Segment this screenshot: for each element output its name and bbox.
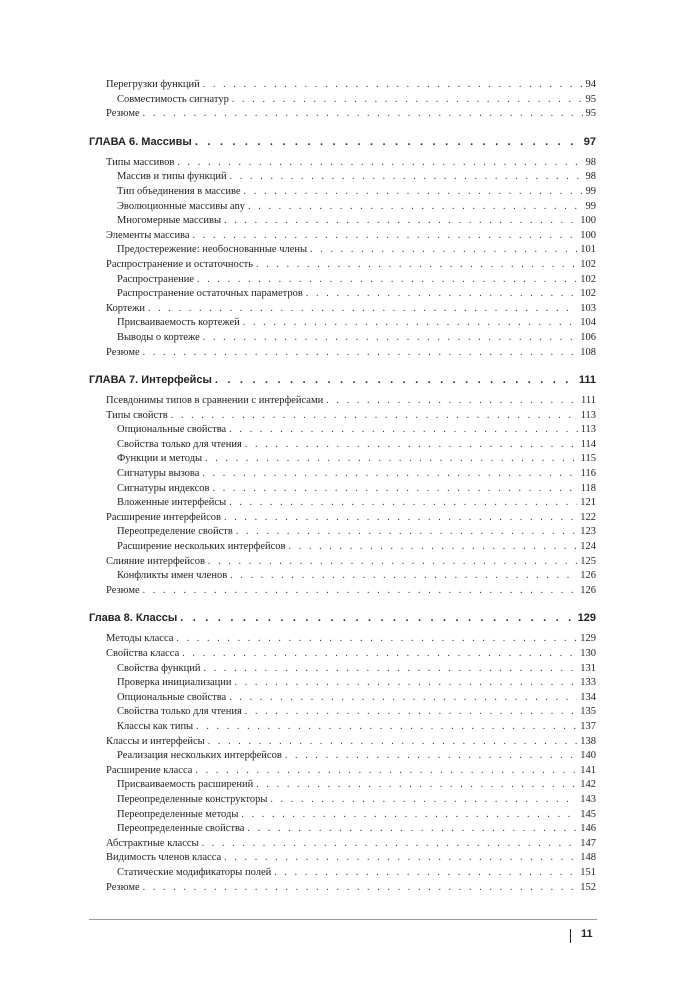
entry-page: 137 — [580, 720, 596, 732]
dot-leader — [208, 555, 577, 570]
table-of-contents — [89, 78, 596, 895]
toc-entry[interactable] — [106, 735, 596, 750]
chapter-page: 111 — [578, 374, 596, 387]
entry-title: Резюме — [106, 346, 140, 358]
toc-subentry[interactable] — [106, 778, 596, 793]
dot-leader — [143, 107, 583, 122]
toc-entry[interactable] — [106, 764, 596, 779]
entry-page: 102 — [580, 288, 596, 300]
entry-page: 118 — [580, 482, 596, 494]
entry-page: 134 — [580, 691, 596, 703]
dot-leader — [270, 793, 577, 808]
toc-subentry[interactable] — [106, 662, 596, 677]
dot-leader — [195, 135, 581, 150]
chapter-title: ГЛАВА 6. Массивы — [89, 135, 192, 148]
entry-page: 99 — [585, 200, 596, 212]
entry-title: Многомерные массивы — [117, 215, 222, 227]
entry-title: Опциональные свойства — [117, 424, 227, 436]
dot-leader — [182, 647, 577, 662]
toc-subentry[interactable] — [106, 720, 596, 735]
dot-leader — [205, 452, 578, 467]
entry-title: Присваиваемость кортежей — [117, 317, 240, 329]
entry-title: Распространение остаточных параметров — [117, 288, 303, 300]
dot-leader — [245, 438, 578, 453]
toc-subentry[interactable] — [106, 93, 596, 108]
dot-leader — [274, 866, 577, 881]
entry-page: 130 — [580, 648, 596, 659]
toc-subentry[interactable] — [106, 540, 596, 555]
entry-title: Распространение и остаточность — [106, 258, 254, 270]
page-number: 11 — [581, 928, 593, 940]
toc-entry[interactable] — [106, 881, 596, 896]
entry-page: 126 — [580, 584, 596, 596]
dot-leader — [177, 156, 582, 171]
dot-leader — [306, 287, 577, 302]
entry-page: 104 — [580, 317, 596, 329]
entry-page: 138 — [580, 735, 596, 747]
entry-page: 151 — [580, 866, 596, 878]
entry-page: 147 — [580, 837, 596, 849]
dot-leader — [236, 525, 577, 540]
entry-page: 122 — [580, 511, 596, 523]
entry-page: 142 — [580, 779, 596, 791]
toc-subentry[interactable] — [106, 316, 596, 331]
entry-page: 133 — [580, 677, 596, 689]
entry-title: Абстрактные классы — [106, 837, 199, 849]
toc-subentry[interactable] — [106, 793, 596, 808]
entry-title: Псевдонимы типов в сравнении с интерфейсами — [106, 395, 324, 407]
dot-leader — [143, 346, 578, 361]
toc-subentry[interactable] — [106, 691, 596, 706]
entry-page: 146 — [580, 823, 596, 835]
entry-title: Функции и методы — [117, 453, 203, 465]
footer-separator — [570, 929, 571, 943]
toc-entry[interactable] — [106, 394, 596, 409]
entry-title: Реализация нескольких интерфейсов — [117, 750, 282, 762]
entry-title: Сигнатуры вызова — [117, 468, 200, 480]
toc-subentry[interactable] — [106, 822, 596, 837]
entry-title: Свойства класса — [106, 648, 180, 659]
entry-title: Элементы массива — [106, 229, 190, 241]
entry-title: Переопределение свойств — [117, 526, 233, 538]
entry-title: Опциональные свойства — [117, 691, 227, 703]
entry-title: Тип объединения в массиве — [117, 185, 241, 197]
entry-title: Массив и типы функций — [117, 171, 227, 183]
dot-leader — [230, 569, 577, 584]
dot-leader — [244, 185, 583, 200]
entry-page: 124 — [580, 541, 596, 553]
dot-leader — [224, 511, 577, 526]
dot-leader — [213, 482, 578, 497]
entry-title: Совместимость сигнатур — [117, 93, 229, 105]
entry-page: 145 — [580, 808, 596, 820]
entry-title: Типы свойств — [106, 409, 168, 421]
dot-leader — [148, 302, 577, 317]
entry-page: 95 — [585, 108, 596, 120]
entry-page: 102 — [580, 273, 596, 285]
dot-leader — [224, 214, 577, 229]
entry-title: Переопределенные конструкторы — [117, 793, 268, 805]
dot-leader — [202, 837, 578, 852]
toc-entry[interactable] — [106, 346, 596, 361]
entry-page: 135 — [580, 706, 596, 718]
dot-leader — [180, 611, 574, 626]
entry-page: 95 — [585, 93, 596, 105]
chapter-title: Глава 8. Классы — [89, 612, 178, 625]
entry-title: Расширение класса — [106, 764, 193, 776]
dot-leader — [326, 394, 578, 409]
dot-leader — [230, 170, 583, 185]
entry-title: Видимость членов класса — [106, 852, 222, 864]
entry-page: 115 — [580, 453, 596, 465]
toc-entry[interactable] — [106, 837, 596, 852]
dot-leader — [176, 632, 577, 647]
entry-page: 102 — [580, 258, 596, 270]
entry-title: Типы массивов — [106, 156, 175, 168]
entry-page: 108 — [580, 346, 596, 358]
entry-title: Переопределенные свойства — [117, 823, 245, 835]
entry-page: 129 — [580, 633, 596, 645]
chapter-heading[interactable] — [89, 135, 596, 150]
entry-title: Конфликты имен членов — [117, 570, 228, 582]
dot-leader — [232, 93, 583, 108]
toc-entry[interactable] — [106, 302, 596, 317]
entry-title: Свойства функций — [117, 662, 201, 674]
dot-leader — [143, 881, 578, 896]
dot-leader — [197, 273, 577, 288]
dot-leader — [241, 808, 577, 823]
entry-page: 101 — [580, 244, 596, 256]
dot-leader — [289, 540, 578, 555]
dot-leader — [202, 467, 577, 482]
chapter-page: 97 — [583, 135, 596, 148]
toc-entry[interactable] — [106, 555, 596, 570]
entry-title: Резюме — [106, 108, 140, 120]
dot-leader — [195, 764, 577, 779]
entry-title: Сигнатуры индексов — [117, 482, 210, 494]
entry-page: 106 — [580, 331, 596, 343]
dot-leader — [229, 691, 577, 706]
toc-subentry[interactable] — [106, 423, 596, 438]
toc-subentry[interactable] — [106, 808, 596, 823]
toc-entry[interactable] — [106, 632, 596, 647]
toc-subentry[interactable] — [106, 438, 596, 453]
dot-leader — [224, 851, 577, 866]
dot-leader — [285, 749, 577, 764]
entry-page: 143 — [580, 793, 596, 805]
entry-page: 100 — [580, 215, 596, 227]
toc-entry[interactable] — [106, 78, 596, 93]
toc-entry[interactable] — [106, 258, 596, 273]
entry-title: Проверка инициализации — [117, 677, 232, 689]
entry-page: 94 — [585, 79, 596, 90]
entry-title: Статические модификаторы полей — [117, 866, 272, 878]
dot-leader — [196, 720, 577, 735]
toc-subentry[interactable] — [106, 705, 596, 720]
dot-leader — [229, 423, 577, 438]
entry-title: Присваиваемость расширений — [117, 779, 254, 791]
entry-page: 123 — [580, 526, 596, 538]
entry-title: Кортежи — [106, 302, 145, 314]
entry-title: Расширение нескольких интерфейсов — [117, 541, 286, 553]
dot-leader — [143, 584, 578, 599]
toc-subentry[interactable] — [106, 214, 596, 229]
entry-title: Распространение — [117, 273, 195, 285]
entry-title: Резюме — [106, 881, 140, 893]
toc-subentry[interactable] — [106, 185, 596, 200]
dot-leader — [229, 496, 577, 511]
dot-leader — [256, 258, 577, 273]
dot-leader — [171, 409, 578, 424]
toc-subentry[interactable] — [106, 749, 596, 764]
toc-entry[interactable] — [106, 511, 596, 526]
entry-title: Свойства только для чтения — [117, 706, 242, 718]
entry-page: 140 — [580, 750, 596, 762]
toc-subentry[interactable] — [106, 525, 596, 540]
entry-title: Выводы о кортеже — [117, 331, 200, 343]
toc-subentry[interactable] — [106, 452, 596, 467]
toc-entry[interactable] — [106, 107, 596, 122]
dot-leader — [203, 662, 577, 677]
chapter-page: 129 — [577, 612, 596, 625]
entry-page: 148 — [580, 852, 596, 864]
entry-title: Перегрузки функций — [106, 79, 200, 90]
toc-subentry[interactable] — [106, 496, 596, 511]
toc-entry[interactable] — [106, 156, 596, 171]
entry-page: 103 — [580, 302, 596, 314]
dot-leader — [193, 229, 578, 244]
entry-page: 126 — [580, 570, 596, 582]
toc-subentry[interactable] — [106, 243, 596, 258]
entry-title: Эволюционные массивы any — [117, 200, 246, 212]
toc-subentry[interactable] — [106, 569, 596, 584]
toc-subentry[interactable] — [106, 676, 596, 691]
dot-leader — [243, 316, 578, 331]
entry-page: 131 — [580, 662, 596, 674]
dot-leader — [203, 78, 583, 93]
entry-page: 98 — [585, 171, 596, 183]
toc-subentry[interactable] — [106, 170, 596, 185]
entry-title: Слияние интерфейсов — [106, 555, 205, 567]
dot-leader — [215, 373, 576, 388]
footer-divider — [89, 919, 597, 920]
chapter-title: ГЛАВА 7. Интерфейсы — [89, 374, 212, 387]
toc-entry[interactable] — [106, 851, 596, 866]
dot-leader — [310, 243, 577, 258]
chapter-heading[interactable] — [89, 611, 596, 626]
entry-page: 116 — [580, 468, 596, 480]
toc-entry[interactable] — [106, 647, 596, 662]
entry-page: 99 — [585, 185, 596, 197]
toc-entry[interactable] — [106, 229, 596, 244]
toc-subentry[interactable] — [106, 200, 596, 215]
entry-page: 98 — [585, 156, 596, 168]
entry-page: 141 — [580, 764, 596, 776]
entry-page: 113 — [580, 409, 596, 421]
entry-page: 114 — [580, 438, 596, 450]
entry-title: Вложенные интерфейсы — [117, 497, 227, 509]
toc-entry[interactable] — [106, 584, 596, 599]
entry-title: Свойства только для чтения — [117, 438, 242, 450]
dot-leader — [235, 676, 578, 691]
entry-title: Переопределенные методы — [117, 808, 239, 820]
entry-title: Классы и интерфейсы — [106, 735, 205, 747]
entry-page: 113 — [580, 424, 596, 436]
chapter-heading[interactable] — [89, 373, 596, 388]
dot-leader — [248, 200, 582, 215]
entry-page: 152 — [580, 881, 596, 893]
entry-title: Резюме — [106, 584, 140, 596]
dot-leader — [208, 735, 578, 750]
entry-page: 111 — [581, 395, 596, 407]
entry-title: Расширение интерфейсов — [106, 511, 221, 523]
dot-leader — [245, 705, 577, 720]
entry-page: 125 — [580, 555, 596, 567]
dot-leader — [203, 331, 578, 346]
toc-subentry[interactable] — [106, 331, 596, 346]
dot-leader — [256, 778, 577, 793]
toc-subentry[interactable] — [106, 467, 596, 482]
toc-subentry[interactable] — [106, 866, 596, 881]
toc-subentry[interactable] — [106, 287, 596, 302]
entry-title: Методы класса — [106, 633, 174, 645]
entry-title: Классы как типы — [117, 720, 194, 732]
toc-entry[interactable] — [106, 409, 596, 424]
entry-title: Предостережение: необоснованные члены — [117, 244, 308, 256]
toc-subentry[interactable] — [106, 273, 596, 288]
toc-subentry[interactable] — [106, 482, 596, 497]
entry-page: 100 — [580, 229, 596, 241]
dot-leader — [247, 822, 577, 837]
entry-page: 121 — [580, 497, 596, 509]
